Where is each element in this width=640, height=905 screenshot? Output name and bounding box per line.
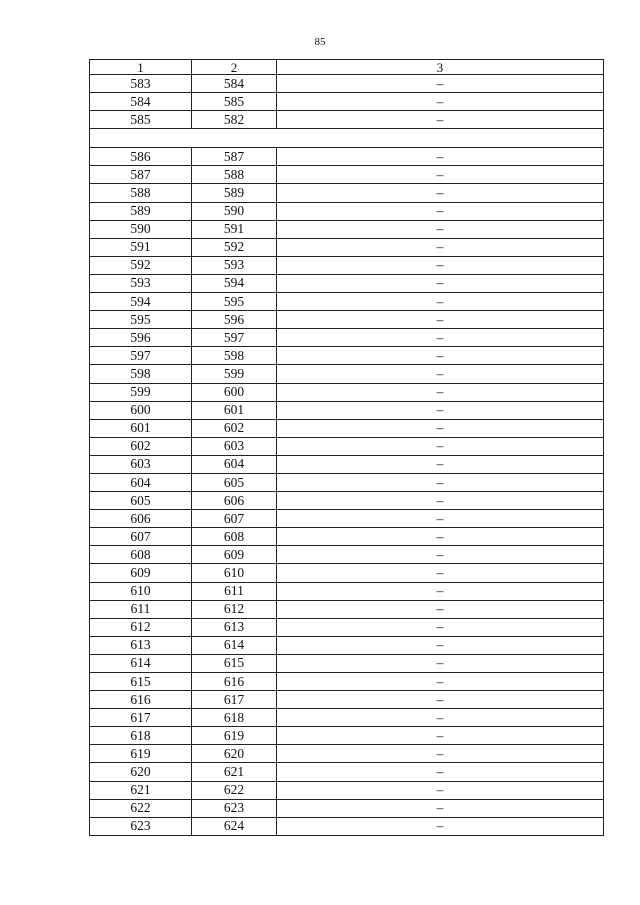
table-cell-col-1: 588	[90, 184, 192, 202]
table-cell-col-2: 611	[192, 582, 277, 600]
table-row	[90, 419, 604, 437]
table-cell-col-3: –	[277, 184, 604, 202]
table-cell-col-1: 593	[90, 274, 192, 292]
table-cell-col-1: 623	[90, 817, 192, 835]
table-cell-col-1: 590	[90, 220, 192, 238]
page-number: 85	[314, 36, 326, 48]
table-cell-col-2: 619	[192, 727, 277, 745]
table-row	[90, 256, 604, 274]
table-cell-col-3: –	[277, 817, 604, 835]
table-cell-col-1: 600	[90, 401, 192, 419]
table-row	[90, 401, 604, 419]
table-row	[90, 93, 604, 111]
table-row	[90, 148, 604, 166]
table-cell-col-3: –	[277, 618, 604, 636]
table-row	[90, 709, 604, 727]
table-cell-col-2: 606	[192, 492, 277, 510]
table-row	[90, 654, 604, 672]
table-cell-col-2: 615	[192, 654, 277, 672]
table-row	[90, 311, 604, 329]
header-cell-1: 1	[90, 60, 192, 75]
table-row	[90, 727, 604, 745]
table-cell-col-2: 614	[192, 636, 277, 654]
table-row	[90, 293, 604, 311]
table-row	[90, 274, 604, 292]
table-cell-col-3: –	[277, 492, 604, 510]
table-row	[90, 528, 604, 546]
table-cell-col-2: 593	[192, 256, 277, 274]
table-cell-col-1: 614	[90, 654, 192, 672]
table-cell-col-1: 619	[90, 745, 192, 763]
table-cell-col-2: 600	[192, 383, 277, 401]
table-cell-col-2: 599	[192, 365, 277, 383]
table-cell-col-3: –	[277, 419, 604, 437]
table-cell-col-2: 605	[192, 473, 277, 491]
table-row	[90, 510, 604, 528]
table-cell-col-3: –	[277, 274, 604, 292]
table-cell-col-3: –	[277, 546, 604, 564]
table-cell-col-2: 588	[192, 166, 277, 184]
table-cell-col-3: –	[277, 111, 604, 129]
table-cell-col-1: 621	[90, 781, 192, 799]
table-row	[90, 383, 604, 401]
table-cell-col-3: –	[277, 329, 604, 347]
table-cell-col-3: –	[277, 691, 604, 709]
table-row	[90, 618, 604, 636]
table-cell-col-3: –	[277, 347, 604, 365]
table-cell-col-3: –	[277, 166, 604, 184]
table-row	[90, 817, 604, 835]
table-cell-col-1: 610	[90, 582, 192, 600]
table-cell-col-3: –	[277, 654, 604, 672]
table-cell-col-1: 603	[90, 455, 192, 473]
table-cell-col-1: 589	[90, 202, 192, 220]
table-cell-col-2: 607	[192, 510, 277, 528]
table-cell-col-1: 598	[90, 365, 192, 383]
table-cell-col-1: 595	[90, 311, 192, 329]
table-cell-col-1: 609	[90, 564, 192, 582]
table-cell-col-2: 598	[192, 347, 277, 365]
table-cell-col-2: 613	[192, 618, 277, 636]
table-cell-col-3: –	[277, 148, 604, 166]
table-cell-col-1: 616	[90, 691, 192, 709]
table-row	[90, 166, 604, 184]
table-cell-col-1: 596	[90, 329, 192, 347]
table-cell-col-2: 595	[192, 293, 277, 311]
table-body	[90, 60, 604, 836]
table-cell-col-3: –	[277, 582, 604, 600]
table-row	[90, 238, 604, 256]
table-cell-col-3: –	[277, 455, 604, 473]
table-cell-col-1: 606	[90, 510, 192, 528]
table-cell-col-3: –	[277, 311, 604, 329]
table-cell-col-2: 594	[192, 274, 277, 292]
table-row	[90, 365, 604, 383]
table-cell-col-2: 623	[192, 799, 277, 817]
table-cell-col-1: 601	[90, 419, 192, 437]
table-cell-col-2: 596	[192, 311, 277, 329]
table-cell-col-3: –	[277, 93, 604, 111]
table-row	[90, 745, 604, 763]
table-cell-col-2: 624	[192, 817, 277, 835]
table-cell-col-1: 620	[90, 763, 192, 781]
table-cell-col-3: –	[277, 75, 604, 93]
table-cell-col-1: 586	[90, 148, 192, 166]
table-cell-col-3: –	[277, 473, 604, 491]
table-cell-col-1: 592	[90, 256, 192, 274]
table-cell-col-3: –	[277, 727, 604, 745]
table-cell-col-1: 607	[90, 528, 192, 546]
table-cell-col-1: 591	[90, 238, 192, 256]
table-row	[90, 636, 604, 654]
table-cell-col-1: 602	[90, 437, 192, 455]
table-cell-col-2: 608	[192, 528, 277, 546]
table-cell-col-2: 610	[192, 564, 277, 582]
table-row	[90, 329, 604, 347]
table-cell-col-1: 604	[90, 473, 192, 491]
table-row	[90, 564, 604, 582]
table-row	[90, 473, 604, 491]
table-cell-col-2: 587	[192, 148, 277, 166]
data-table	[89, 59, 604, 836]
table-cell-col-3: –	[277, 510, 604, 528]
table-cell-col-2: 617	[192, 691, 277, 709]
table-cell-col-2: 609	[192, 546, 277, 564]
table-cell-col-2: 582	[192, 111, 277, 129]
table-cell-col-2: 622	[192, 781, 277, 799]
table-cell-col-3: –	[277, 238, 604, 256]
table-cell-col-2: 590	[192, 202, 277, 220]
table-cell-col-1: 594	[90, 293, 192, 311]
table-row	[90, 582, 604, 600]
table-row	[90, 763, 604, 781]
table-cell-col-2: 604	[192, 455, 277, 473]
table-cell-col-3: –	[277, 709, 604, 727]
table-cell-col-1: 613	[90, 636, 192, 654]
table-cell-col-3: –	[277, 256, 604, 274]
table-cell-col-1: 608	[90, 546, 192, 564]
group-separator-cell	[90, 129, 604, 148]
table-row	[90, 492, 604, 510]
table-cell-col-1: 605	[90, 492, 192, 510]
table-cell-col-3: –	[277, 365, 604, 383]
table-cell-col-2: 597	[192, 329, 277, 347]
table-cell-col-2: 621	[192, 763, 277, 781]
table-row	[90, 600, 604, 618]
table-header-row	[90, 60, 604, 75]
table-cell-col-3: –	[277, 202, 604, 220]
table-cell-col-2: 618	[192, 709, 277, 727]
table-cell-col-3: –	[277, 799, 604, 817]
table-row	[90, 347, 604, 365]
table-row	[90, 799, 604, 817]
table-cell-col-1: 617	[90, 709, 192, 727]
table-cell-col-1: 583	[90, 75, 192, 93]
table-cell-col-3: –	[277, 437, 604, 455]
table-row	[90, 220, 604, 238]
table-cell-col-1: 584	[90, 93, 192, 111]
table-row	[90, 691, 604, 709]
table-cell-col-1: 612	[90, 618, 192, 636]
table-row	[90, 75, 604, 93]
table-cell-col-3: –	[277, 383, 604, 401]
table-cell-col-1: 618	[90, 727, 192, 745]
table-cell-col-1: 615	[90, 673, 192, 691]
table-cell-col-2: 592	[192, 238, 277, 256]
header-cell-3: 3	[277, 60, 604, 75]
table-cell-col-2: 616	[192, 673, 277, 691]
table-cell-col-2: 591	[192, 220, 277, 238]
table-cell-col-2: 601	[192, 401, 277, 419]
table-cell-col-2: 585	[192, 93, 277, 111]
table-cell-col-3: –	[277, 220, 604, 238]
table-row	[90, 111, 604, 129]
table-cell-col-3: –	[277, 528, 604, 546]
table-row	[90, 202, 604, 220]
table-cell-col-1: 622	[90, 799, 192, 817]
table-cell-col-3: –	[277, 763, 604, 781]
table-cell-col-1: 599	[90, 383, 192, 401]
table-cell-col-2: 602	[192, 419, 277, 437]
table-row	[90, 455, 604, 473]
table-cell-col-2: 603	[192, 437, 277, 455]
table-cell-col-3: –	[277, 781, 604, 799]
table-cell-col-1: 611	[90, 600, 192, 618]
table-cell-col-3: –	[277, 564, 604, 582]
table-row	[90, 546, 604, 564]
table-cell-col-3: –	[277, 600, 604, 618]
table-cell-col-1: 587	[90, 166, 192, 184]
table-cell-col-3: –	[277, 636, 604, 654]
table-row	[90, 781, 604, 799]
table-cell-col-1: 585	[90, 111, 192, 129]
table-row	[90, 437, 604, 455]
table-cell-col-2: 589	[192, 184, 277, 202]
table-row	[90, 184, 604, 202]
table-cell-col-2: 620	[192, 745, 277, 763]
header-cell-2: 2	[192, 60, 277, 75]
table-cell-col-1: 597	[90, 347, 192, 365]
table-cell-col-3: –	[277, 673, 604, 691]
table-cell-col-2: 584	[192, 75, 277, 93]
group-separator-row	[90, 129, 604, 148]
table-cell-col-3: –	[277, 401, 604, 419]
table-cell-col-2: 612	[192, 600, 277, 618]
table-row	[90, 673, 604, 691]
table-cell-col-3: –	[277, 293, 604, 311]
table-cell-col-3: –	[277, 745, 604, 763]
